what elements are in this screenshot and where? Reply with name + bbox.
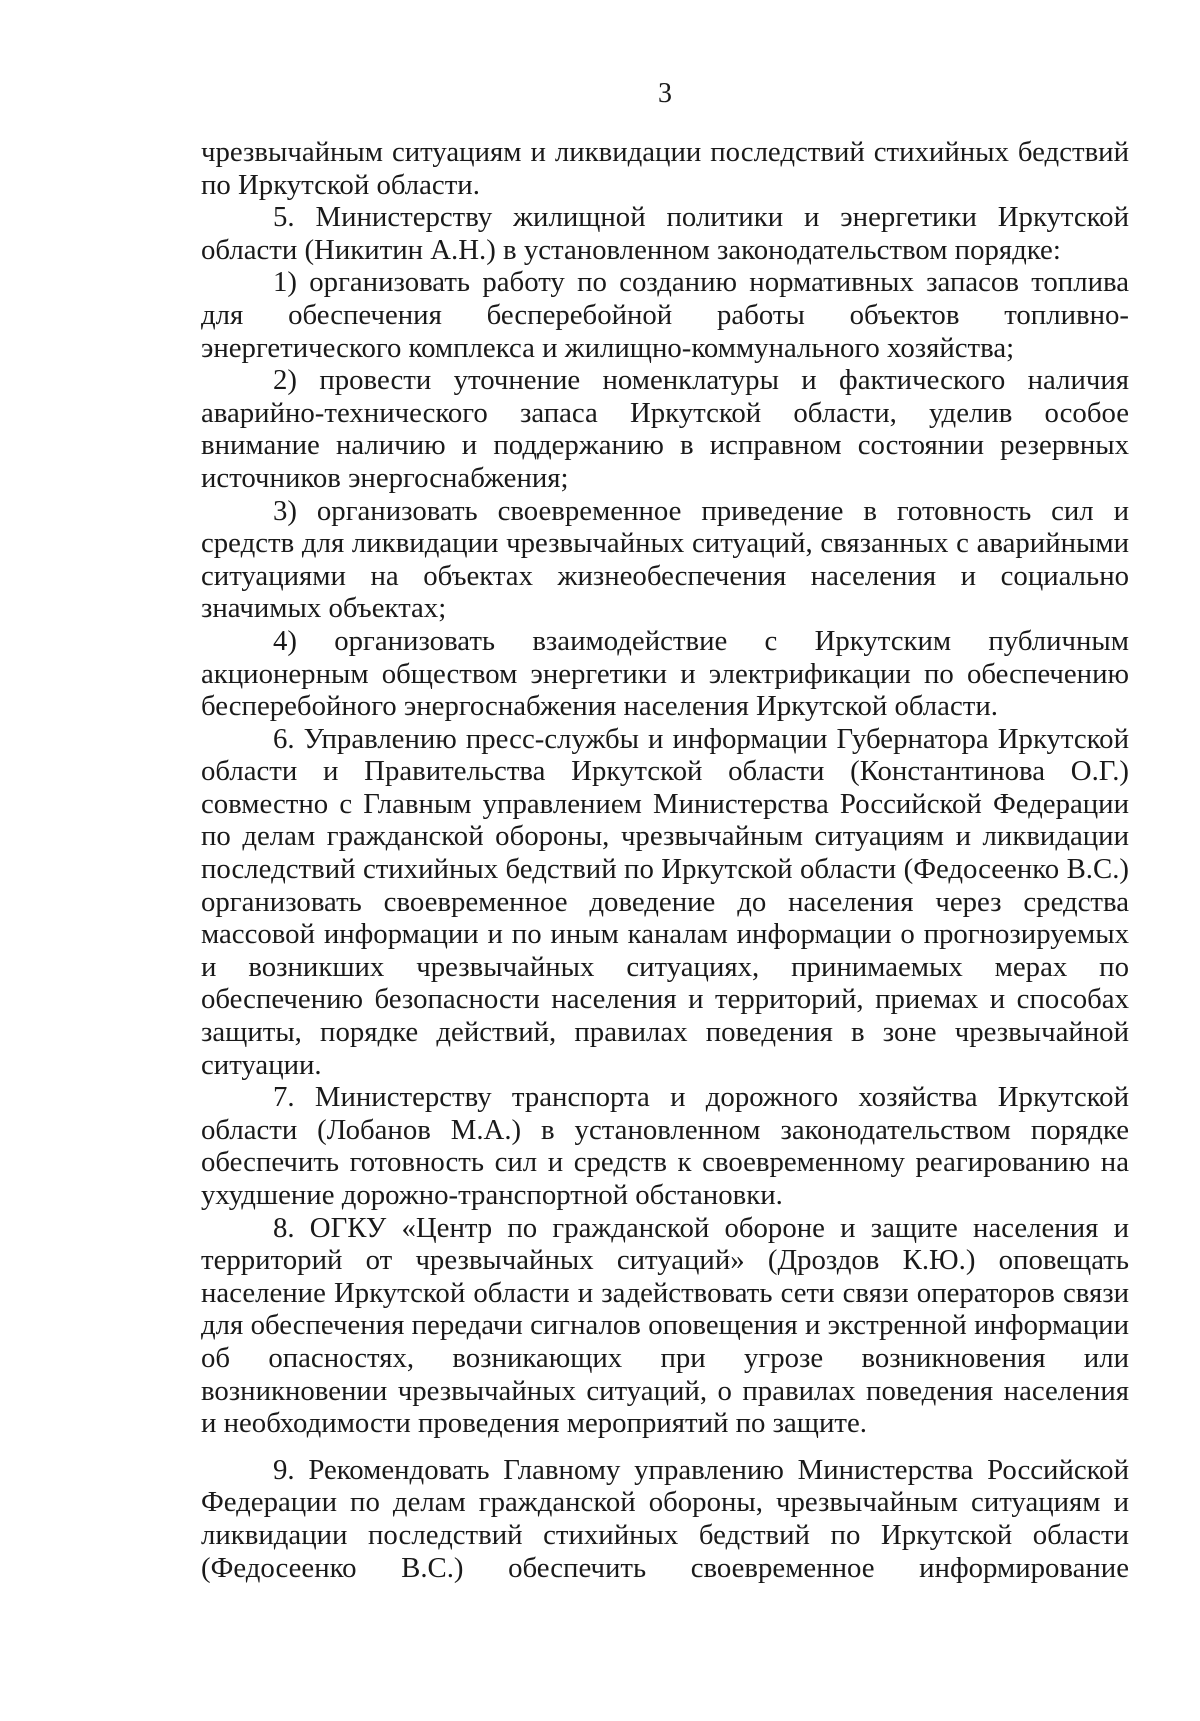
- page-number: 3: [658, 78, 672, 109]
- paragraph-item-9: 9. Рекомендовать Главному управлению Министерства Российской Федерации по делам гражданской обороны, чрезвычайным ситуациям и ликвидации последствий стихийных бедствий по Иркутской области (Федосеенко В.С.) обеспечить своевременное информирование: [201, 1453, 1129, 1584]
- paragraph-item-6: 6. Управлению пресс-службы и информации Губернатора Иркутской области и Правительства Иркутской области (Константинова О.Г.) совместно с Главным управлением Министерства Российской Федерации по делам гражданской обороны, чрезвычайным ситуациям и ликвидации последствий стихийных бедствий по Иркутской области (Федосеенко В.С.) организовать своевременное доведение до населения через средства массовой информации и по иным каналам информации о прогнозируемых и возникших чрезвычайных ситуациях, принимаемых мерах по обеспечению безопасности населения и территорий, приемах и способах защиты, порядке действий, правилах поведения в зоне чрезвычайной ситуации.: [201, 722, 1129, 1081]
- paragraph-item-7: 7. Министерству транспорта и дорожного хозяйства Иркутской области (Лобанов М.А.) в установленном законодательством порядке обеспечить готовность сил и средств к своевременному реагированию на ухудшение дорожно-транспортной обстановки.: [201, 1081, 1129, 1211]
- document-body: [201, 136, 1129, 1584]
- paragraph-item-5-4: 4) организовать взаимодействие с Иркутским публичным акционерным обществом энергетики и электрификации по обеспечению бесперебойного энергоснабжения населения Иркутской области.: [201, 624, 1129, 723]
- paragraph-item-5-2: 2) провести уточнение номенклатуры и фактического наличия аварийно-технического запаса Иркутской области, уделив особое внимание наличию и поддержанию в исправном состоянии резервных источников энергоснабжения;: [201, 364, 1129, 494]
- paragraph-item-5-1: 1) организовать работу по созданию нормативных запасов топлива для обеспечения бесперебойной работы объектов топливно-энергетического комплекса и жилищно-коммунального хозяйства;: [201, 266, 1129, 364]
- paragraph-item-5-3: 3) организовать своевременное приведение в готовность сил и средств для ликвидации чрезвычайных ситуаций, связанных с аварийными ситуациями на объектах жизнеобеспечения населения и социально значимых объектах;: [201, 494, 1129, 625]
- paragraph-continuation: чрезвычайным ситуациям и ликвидации последствий стихийных бедствий по Иркутской области.: [201, 136, 1129, 201]
- paragraph-item-8: 8. ОГКУ «Центр по гражданской обороне и защите населения и территорий от чрезвычайных ситуаций» (Дроздов К.Ю.) оповещать население Иркутской области и задействовать сети связи операторов связи для обеспечения передачи сигналов оповещения и экстренной информации об опасностях, возникающих при угрозе возникновения или возникновении чрезвычайных ситуаций, о правилах поведения населения и необходимости проведения мероприятий по защите.: [201, 1211, 1129, 1440]
- paragraph-item-5: 5. Министерству жилищной политики и энергетики Иркутской области (Никитин А.Н.) в установленном законодательством порядке:: [201, 201, 1129, 266]
